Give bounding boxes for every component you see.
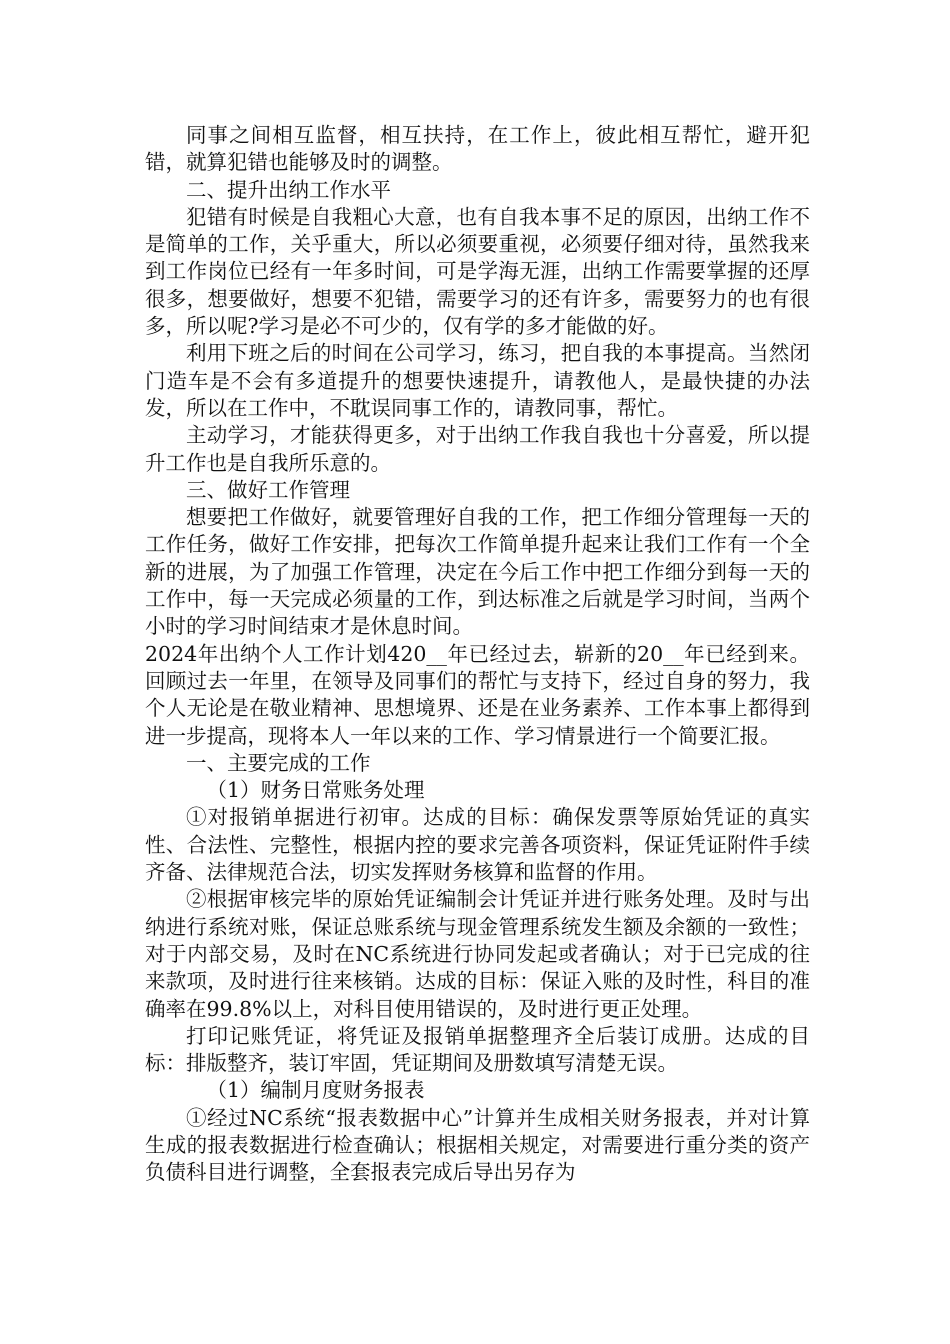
paragraph: ②根据审核完毕的原始凭证编制会计凭证并进行账务处理。及时与出纳进行系统对账，保证总账系统与现金管理系统发生额及余额的一致性；对于内部交易，及时在NC系统进行协同发起或者确认；对于已完成的往来款项，及时进行往来核销。达成的目标：保证入账的及时性，科目的准确率在99.8%以上，对科目使用错误的，及时进行更正处理。: [145, 887, 810, 1021]
section-heading: 一、主要完成的工作: [186, 750, 371, 775]
document-page: [145, 122, 810, 1187]
paragraph: 利用下班之后的时间在公司学习，练习，把自我的本事提高。当然闭门造车是不会有多道提升的想要快速提升，请教他人，是最快捷的办法发，所以在工作中，不耽误同事工作的，请教同事，帮忙。: [145, 341, 810, 420]
paragraph: 主动学习，才能获得更多，对于出纳工作我自我也十分喜爱，所以提升工作也是自我所乐意的。: [145, 423, 810, 475]
paragraph: ①经过NC系统“报表数据中心”计算并生成相关财务报表，并对计算生成的报表数据进行检查确认；根据相关规定，对需要进行重分类的资产负债科目进行调整，全套报表完成后导出另存为: [145, 1105, 810, 1185]
paragraph: 同事之间相互监督，相互扶持，在工作上，彼此相互帮忙，避开犯错，就算犯错也能够及时的调整。: [145, 123, 810, 175]
paragraph: 犯错有时候是自我粗心大意，也有自我本事不足的原因，出纳工作不是简单的工作，关乎重大，所以必须要重视，必须要仔细对待，虽然我来到工作岗位已经有一年多时间，可是学海无涯，出纳工作需要掌握的还厚很多，想要做好，想要不犯错，需要学习的还有许多，需要努力的也有很多，所以呢?学习是必不可少的，仅有学的多才能做的好。: [145, 204, 810, 339]
sub-heading: （1）财务日常账务处理: [206, 778, 425, 803]
paragraph: ①对报销单据进行初审。达成的目标：确保发票等原始凭证的真实性、合法性、完整性，根据内控的要求完善各项资料，保证凭证附件手续齐备、法律规范合法，切实发挥财务核算和监督的作用。: [145, 805, 810, 885]
sub-heading: （1）编制月度财务报表: [206, 1078, 425, 1103]
paragraph: 打印记账凭证，将凭证及报销单据整理齐全后装订成册。达成的目标：排版整齐，装订牢固，凭证期间及册数填写清楚无误。: [145, 1023, 810, 1076]
paragraph: 想要把工作做好，就要管理好自我的工作，把工作细分管理每一天的工作任务，做好工作安排，把每次工作简单提升起来让我们工作有一个全新的进展，为了加强工作管理，决定在今后工作中把工作细分到每一天的工作中，每一天完成必须量的工作，到达标准之后就是学习时间，当两个小时的学习时间结束才是休息时间。: [145, 505, 810, 639]
section-heading: 三、做好工作管理: [186, 477, 350, 502]
section-heading: 二、提升出纳工作水平: [186, 177, 391, 202]
paragraph: 2024年出纳个人工作计划420__年已经过去，崭新的20__年已经到来。回顾过去一年里，在领导及同事们的帮忙与支持下，经过自身的努力，我个人无论是在敬业精神、思想境界、还是在业务素养、工作本事上都得到进一步提高，现将本人一年以来的工作、学习情景进行一个简要汇报。: [145, 641, 810, 748]
